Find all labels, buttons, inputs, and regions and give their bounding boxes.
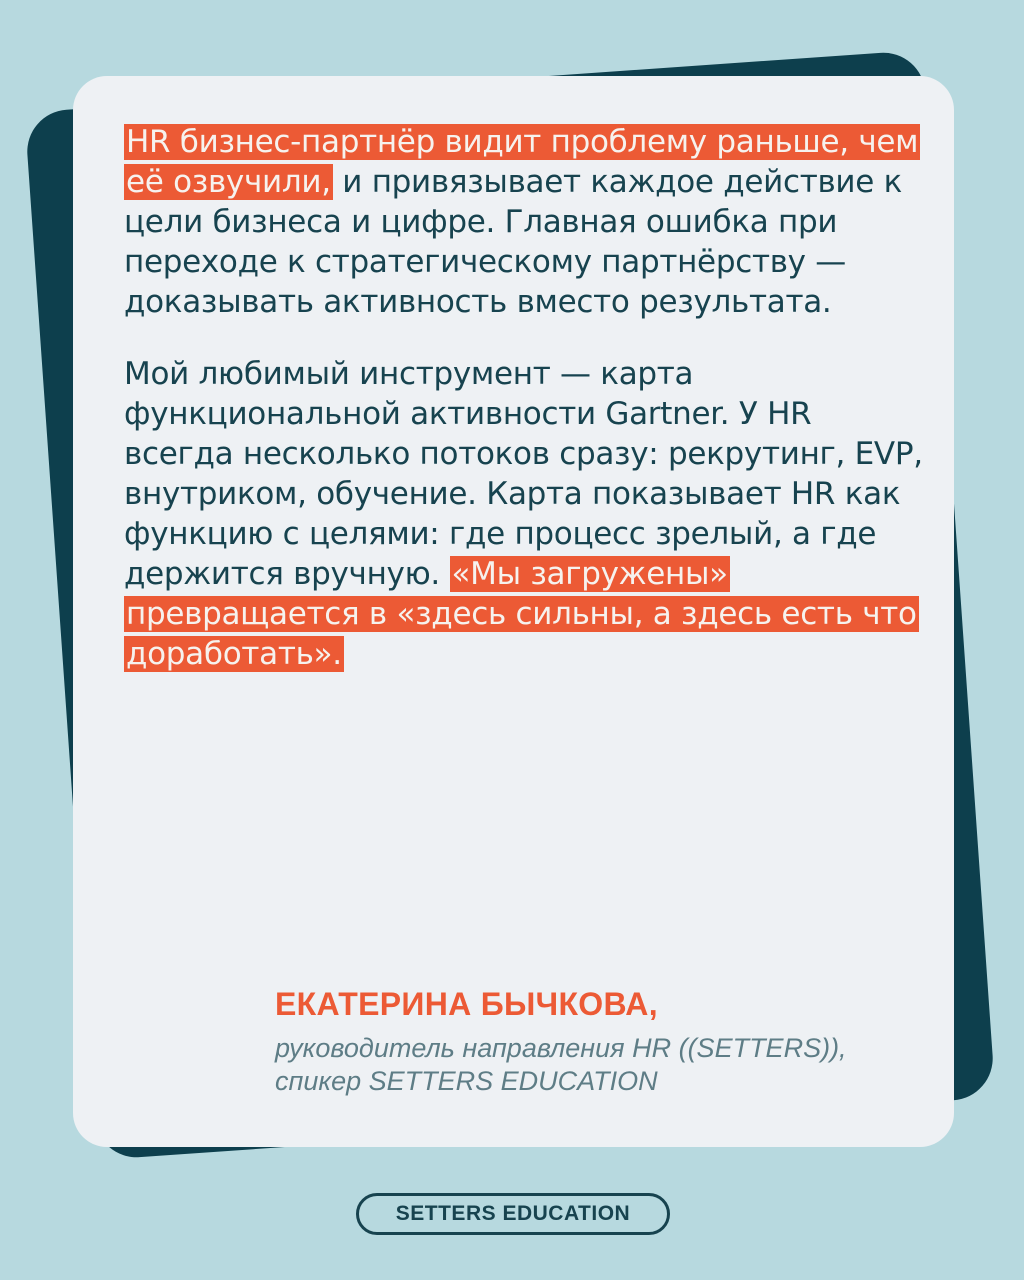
author-role <box>275 1032 935 1098</box>
author-role-line-2: спикер SETTERS EDUCATION <box>275 1066 658 1096</box>
quote-paragraph-2-text: Мой любимый инструмент — карта функциональной активности Gartner. У HR всегда несколько потоков сразу: рекрутинг, EVP, внутриком, обучение. Карта показывает HR как функцию с целями: где процесс зрелый, а где держится вручную. <box>124 356 923 592</box>
quote-paragraph-1-text: и привязывает каждое действие к цели бизнеса и цифре. Главная ошибка при переходе к стратегическому партнёрству — доказывать активность вместо результата. <box>124 164 903 320</box>
brand-logo-text: SETTERS EDUCATION <box>395 1202 631 1225</box>
author-block <box>275 984 935 1098</box>
quote-card <box>73 76 954 1147</box>
quote-paragraph-1 <box>124 122 924 322</box>
quote-text <box>124 122 924 674</box>
brand-logo <box>356 1193 670 1235</box>
quote-highlight-2: «Мы загружены» превращается в «здесь сильны, а здесь есть что доработать». <box>126 556 917 672</box>
quote-paragraph-2 <box>124 354 924 674</box>
quote-highlight-1: HR бизнес-партнёр видит проблему раньше, чем её озвучили, <box>126 124 919 200</box>
author-role-line-1: руководитель направления HR ((SETTERS)), <box>275 1033 847 1063</box>
author-name: ЕКАТЕРИНА БЫЧКОВА, <box>275 986 658 1022</box>
